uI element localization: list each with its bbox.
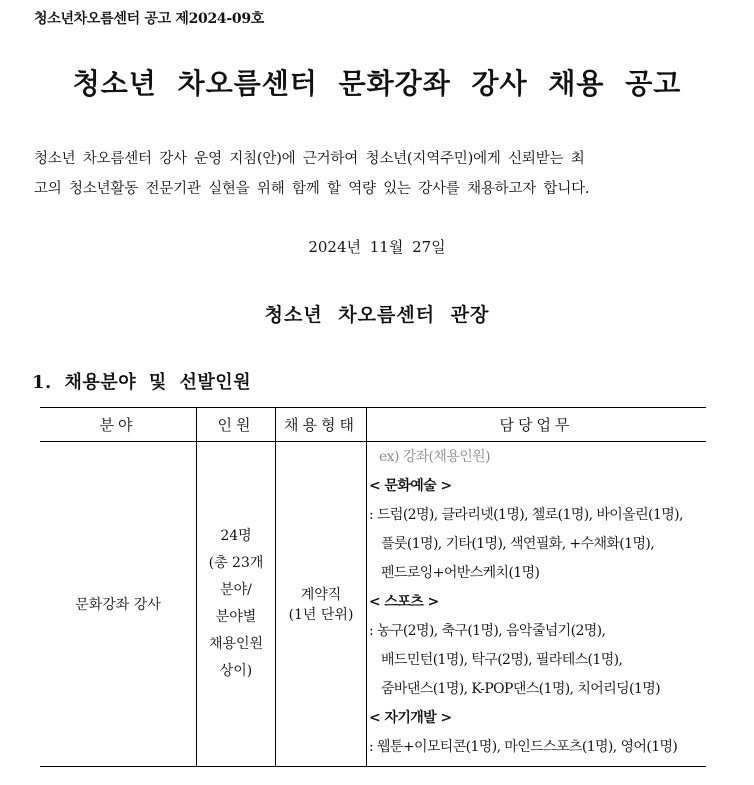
recruitment-table (40, 407, 706, 767)
intro-line-2: 고의 청소년활동 전문기관 실현을 위해 함께 할 역량 있는 강사를 채용하고자 합니다. (34, 181, 590, 197)
duty-category-arts: < 문화예술 > (369, 478, 452, 494)
duty-line: : 웹툰+이모티콘(1명), 마인드스포츠(1명), 영어(1명) (369, 739, 678, 755)
header-duty: 담당업무 (367, 408, 707, 442)
header-count: 인원 (197, 408, 276, 442)
count-line: 상이) (219, 663, 253, 679)
count-line: 분야/ (220, 582, 252, 598)
intro-paragraph (34, 144, 714, 204)
header-type: 채용형태 (276, 408, 367, 442)
count-cell (197, 442, 276, 767)
header-field: 분야 (40, 408, 197, 442)
page-title: 청소년 차오름센터 문화강좌 강사 채용 공고 (72, 67, 682, 100)
announcement-date: 2024년 11월 27일 (308, 238, 446, 256)
duty-line: : 드럼(2명), 클라리넷(1명), 첼로(1명), 바이올린(1명), (369, 507, 683, 523)
duty-category-sports: < 스포츠 > (369, 594, 439, 610)
count-line: 채용인원 (208, 636, 264, 652)
duty-line: 플룻(1명), 기타(1명), 색연필화, +수채화(1명), (381, 536, 655, 552)
duty-line: 배드민턴(1명), 탁구(2명), 필라테스(1명), (381, 652, 623, 668)
count-line: 24명 (220, 528, 252, 544)
field-cell: 문화강좌 강사 (40, 442, 197, 767)
type-line: 계약직 (300, 587, 342, 603)
notice-number: 청소년차오름센터 공고 제2024-09호 (34, 11, 264, 27)
duty-example: ex) 강좌(채용인원) (379, 449, 490, 465)
count-line: (총 23개 (208, 555, 264, 571)
duty-line: 펜드로잉+어반스케치(1명) (381, 565, 540, 581)
type-line: (1년 단위) (288, 607, 354, 623)
duty-category-self-development: < 자기개발 > (369, 710, 452, 726)
intro-line-1: 청소년 차오름센터 강사 운영 지침(안)에 근거하여 청소년(지역주민)에게 신뢰받는 최 (34, 151, 585, 167)
issuer-signature: 청소년 차오름센터 관장 (264, 304, 490, 326)
type-cell (276, 442, 367, 767)
table-header-row (40, 408, 706, 442)
table-row (40, 442, 706, 767)
duty-line: 줌바댄스(1명), K-POP댄스(1명), 치어리딩(1명) (381, 681, 660, 697)
section-heading-recruitment: 1. 채용분야 및 선발인원 (32, 372, 252, 393)
count-line: 분야별 (215, 609, 257, 625)
duty-line: : 농구(2명), 축구(1명), 음악줄넘기(2명), (369, 623, 606, 639)
duty-cell (367, 442, 707, 767)
